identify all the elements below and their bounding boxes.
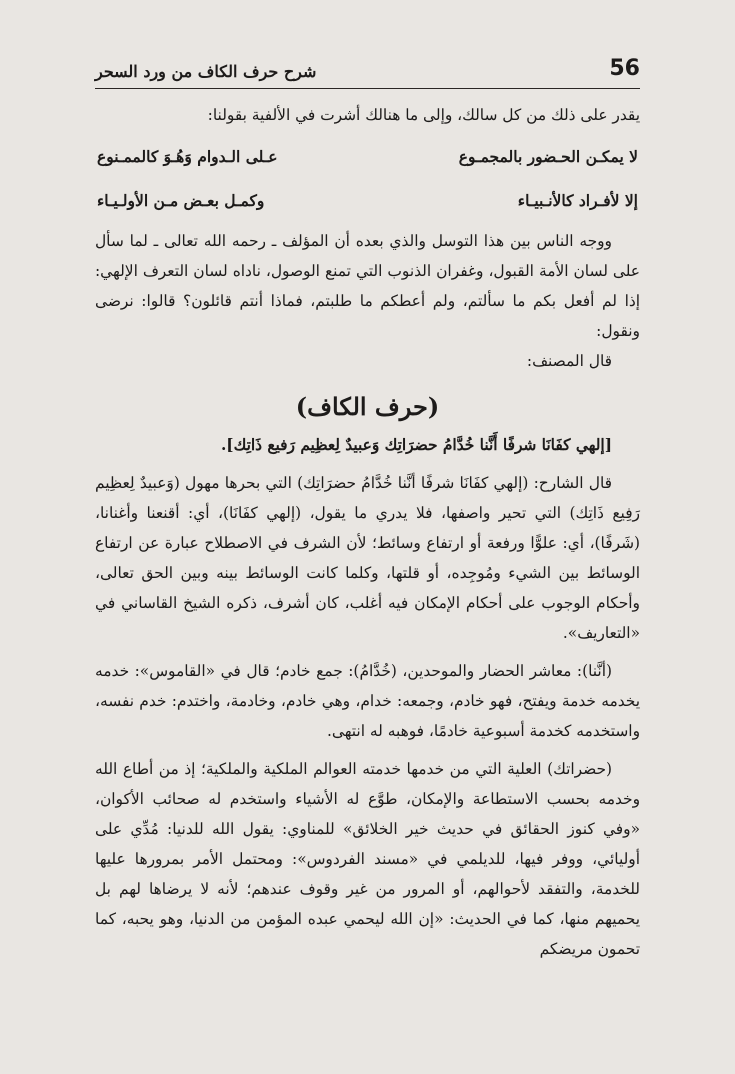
verse-line-2 (95, 186, 640, 216)
verse-1-first-hemistich: لا يمكـن الحـضور بالمجمـوع (458, 147, 638, 166)
header-divider (95, 88, 640, 89)
author-said: قال المصنف: (526, 352, 612, 370)
commentary-paragraph-2: (أنَّنا): معاشر الحضار والموحدين، (خُدَّامُ): جمع خادم؛ قال في «القاموس»: خدمه يخدمه خدمة ويفتح، فهو خادم، وجمعه: خدام، وهي خادم، وخادمة، واختدم: خدم نفسه، واستخدمه كخدمة أسبوعية خادمًا، فوهبه له انتهى. (95, 662, 640, 740)
page-body (95, 100, 640, 964)
verse-1-second-hemistich: عـلى الـدوام وَهُـوَ كالممـنوع (97, 147, 278, 166)
verse-2-second-hemistich: وكمـل بعـض مـن الأولـيـاء (97, 191, 265, 210)
page-header (95, 56, 640, 88)
commentary-paragraph-3: (حضراتك) العلية التي من خدمها خدمته العوالم الملكية والملكية؛ إذ من أطاع الله وخدمه بحسب الاستطاعة والإمكان، طوَّع له الأشياء واستخدم له صحائب الأكوان، «وفي كنوز الحقائق في حديث خير الخلائق» للمناوي: يقول الله للدنيا: مُدِّي على أوليائي، ووفر فيها، للديلمي في «مسند الفردوس»: ومحتمل الأمر بمرورها عليها للخدمة، والتفقد لأحوالهم، أو المرور من غير وقوف عندهم؛ لأنه لا يرضاها لهم بل يحميهم منها، كما في الحديث: «إن الله ليحمي عبده المؤمن من الدنيا، وهو يحبه، كما تحمون مريضكم (95, 760, 640, 958)
source-quote: [إلهي كفَانَا شرفًا أَنَّنا خُدَّامُ حضرَاتِك وَعبيدٌ لِعظِيم رَفيع ذَاتِك]. (220, 436, 612, 454)
commentary-paragraph-1: قال الشارح: (إلهي كفَانَا شرفًا أنَّنا خُدَّامُ حضرَاتِك) التي بحرها مهول (وَعبيدٌ لِعظِيم رَفِيع ذَاتِك) التي تحير واصفها، فلا يدري ما يقول، (إلهي كفَانَا)، أي: أقنعنا وأغنانا، (شَرفًا)، أي: علوًّا ورفعة أو ارتفاع وسائط؛ لأن الشرف في الاصطلاح عبارة عن ارتفاع الوسائط بين الشيء ومُوجِده، أو قلتها، وكلما كانت الوسائط بينه وبين الحق تعالى، وأحكام الوجوب على أحكام الإمكان فيه أغلب، كان أشرف، ذكره الشيخ القاساني في «التعاريف». (95, 474, 640, 642)
paragraph-transition: ووجه الناس بين هذا التوسل والذي بعده أن المؤلف ـ رحمه الله تعالى ـ لما سأل على لسان الأمة القبول، وغفران الذنوب التي تمنع الوصول، ناداه لسان التعرف الإلهي: إذا لم أفعل بكم ما سألتم، ولم أعطكم ما طلبتم، فماذا أنتم قائلون؟ قالوا: نرضى ونقول: (95, 232, 640, 340)
verse-line-1 (95, 142, 640, 172)
verse-2-first-hemistich: إلا لأفـراد كالأنـبيـاء (517, 191, 638, 210)
page-number: 56 (609, 56, 640, 81)
intro-paragraph: يقدر على ذلك من كل سالك، وإلى ما هنالك أشرت في الألفية بقولنا: (207, 106, 640, 124)
running-title: شرح حرف الكاف من ورد السحر (95, 62, 317, 81)
section-title: (حرف الكاف) (295, 392, 440, 421)
